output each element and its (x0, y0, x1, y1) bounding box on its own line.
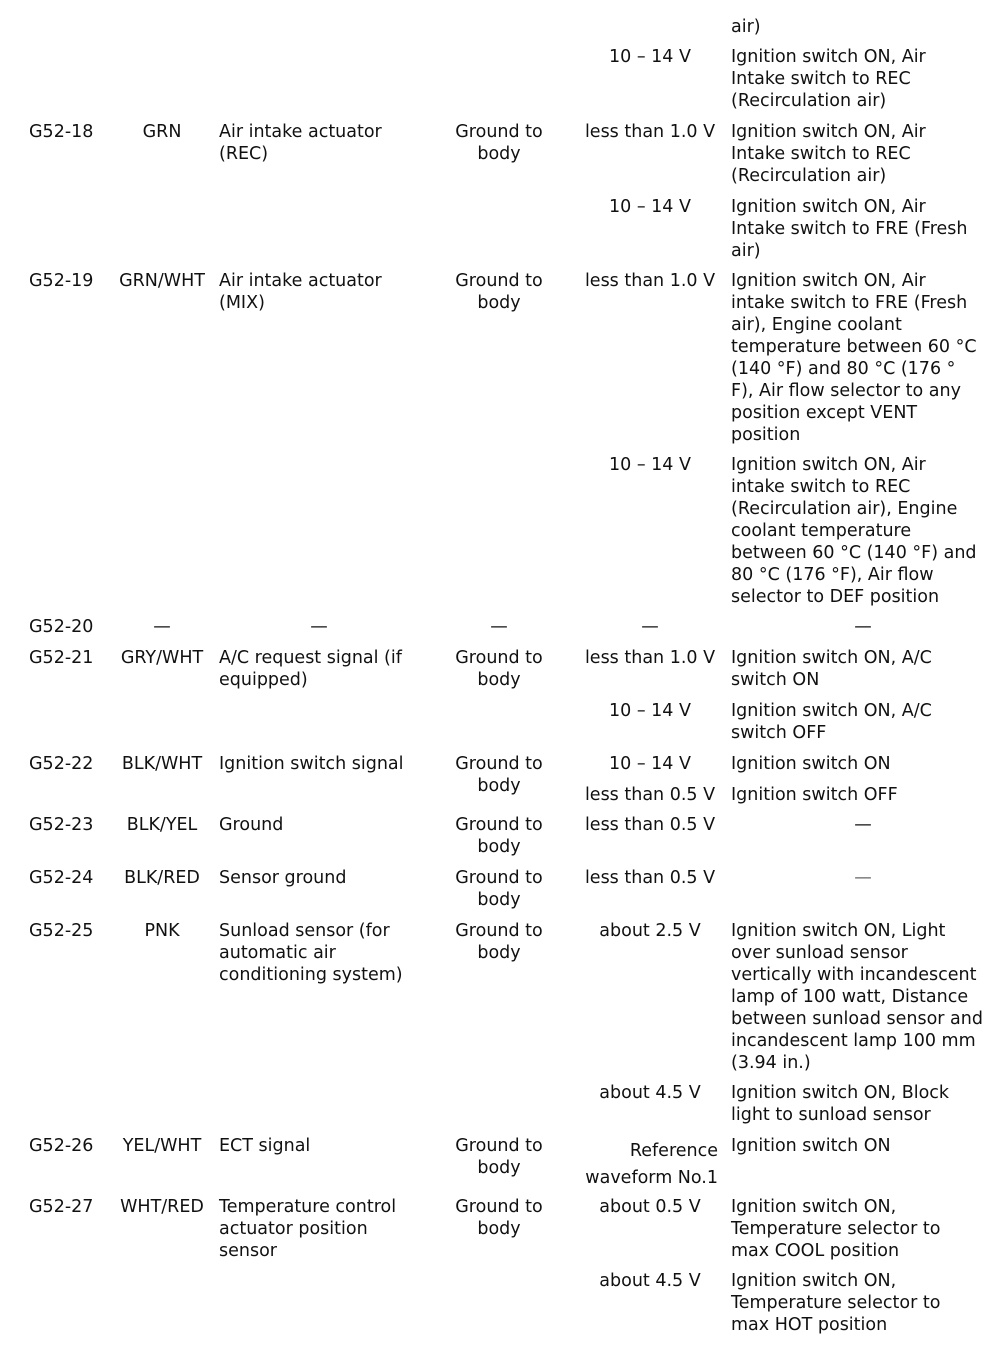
terminal-description: Sensor ground (219, 868, 347, 888)
spec-condition: Ignition switch ON, Air intake switch to FRE (Fresh air), Engine coolant temperature between 60 °C (140 °F) and 80 °C (176 ° F), Air flow selector to any position except VENT position (731, 271, 977, 445)
terminal-description: ECT signal (219, 1136, 311, 1156)
terminal-description: Temperature control actuator position sensor (219, 1197, 397, 1261)
spec-condition: — (854, 815, 872, 835)
terminal-number: G52-26 (29, 1136, 94, 1156)
wire-color: PNK (144, 921, 180, 941)
terminal-description: Sunload sensor (for automatic air conditioning system) (219, 921, 403, 985)
measure-condition: Ground to body (455, 1197, 543, 1239)
spec-value: about 4.5 V (599, 1271, 701, 1291)
wire-color: GRN/WHT (119, 271, 205, 291)
measure-condition: — (490, 617, 508, 637)
spec-condition: Ignition switch ON (731, 754, 891, 774)
spec-value: less than 0.5 V (584, 785, 716, 805)
terminal-number: G52-25 (29, 921, 94, 941)
carryover-note: Ignition switch ON, Air Intake switch to REC (Recirculation air) (731, 47, 926, 111)
terminal-number: G52-20 (29, 617, 94, 637)
spec-value: 10 – 14 V (609, 701, 691, 721)
carryover-spec: 10 – 14 V (609, 47, 691, 67)
wire-color: YEL/WHT (122, 1136, 202, 1156)
terminal-number: G52-18 (29, 122, 94, 142)
spec-condition: Ignition switch ON, Light over sunload sensor vertically with incandescent lamp of 100 watt, Distance between sunload sensor and incandescent lamp 100 mm (3.94 in.) (731, 921, 983, 1073)
terminal-number: G52-19 (29, 271, 94, 291)
measure-condition: Ground to body (455, 921, 543, 963)
spec-condition: — (854, 617, 872, 637)
spec-condition: Ignition switch ON, A/C switch ON (731, 648, 932, 690)
spec-value: less than 0.5 V (584, 815, 716, 835)
wire-color: BLK/RED (124, 868, 200, 888)
spec-value: Reference waveform No.1 (585, 1141, 718, 1188)
spec-value: about 2.5 V (599, 921, 701, 941)
measure-condition: Ground to body (455, 122, 543, 164)
measure-condition: Ground to body (455, 754, 543, 796)
spec-value: less than 1.0 V (584, 122, 716, 142)
spec-value: about 0.5 V (599, 1197, 701, 1217)
measure-condition: Ground to body (455, 815, 543, 857)
wire-color: WHT/RED (120, 1197, 204, 1217)
terminal-number: G52-24 (29, 868, 94, 888)
spec-value: 10 – 14 V (609, 754, 691, 774)
wire-color: BLK/WHT (121, 754, 203, 774)
wire-color: — (153, 617, 171, 637)
spec-value: less than 1.0 V (584, 648, 716, 668)
terminal-description: Air intake actuator (REC) (219, 122, 382, 164)
terminal-number: G52-22 (29, 754, 94, 774)
carryover-note-tail: air) (731, 17, 761, 37)
spec-value: about 4.5 V (599, 1083, 701, 1103)
terminal-description: A/C request signal (if equipped) (219, 648, 402, 690)
spec-condition: Ignition switch ON, Block light to sunload sensor (731, 1083, 950, 1125)
terminal-description: Ground (219, 815, 284, 835)
spec-condition: — (854, 868, 872, 888)
spec-condition: Ignition switch OFF (731, 785, 898, 805)
terminal-number: G52-23 (29, 815, 94, 835)
terminal-description: Ignition switch signal (219, 754, 404, 774)
terminal-number: G52-27 (29, 1197, 94, 1217)
spec-condition: Ignition switch ON, Air intake switch to REC (Recirculation air), Engine coolant temperature between 60 °C (140 °F) and 80 °C (176 °F), Air flow selector to DEF position (731, 455, 977, 607)
wire-color: GRN (142, 122, 182, 142)
measure-condition: Ground to body (455, 648, 543, 690)
spec-value: less than 1.0 V (584, 271, 716, 291)
spec-condition: Ignition switch ON, A/C switch OFF (731, 701, 932, 743)
spec-value: — (641, 617, 659, 637)
measure-condition: Ground to body (455, 1136, 543, 1178)
spec-condition: Ignition switch ON (731, 1136, 891, 1156)
spec-condition: Ignition switch ON, Air Intake switch to REC (Recirculation air) (731, 122, 926, 186)
terminal-description: — (310, 617, 328, 637)
spec-value: 10 – 14 V (609, 197, 691, 217)
wire-color: BLK/YEL (126, 815, 198, 835)
spec-condition: Ignition switch ON, Temperature selector to max COOL position (731, 1197, 941, 1261)
spec-value: 10 – 14 V (609, 455, 691, 475)
measure-condition: Ground to body (455, 271, 543, 313)
spec-value: less than 0.5 V (584, 868, 716, 888)
spec-condition: Ignition switch ON, Air Intake switch to FRE (Fresh air) (731, 197, 968, 261)
spec-condition: Ignition switch ON, Temperature selector to max HOT position (731, 1271, 941, 1335)
measure-condition: Ground to body (455, 868, 543, 910)
terminal-description: Air intake actuator (MIX) (219, 271, 382, 313)
wire-color: GRY/WHT (120, 648, 204, 668)
terminal-number: G52-21 (29, 648, 94, 668)
